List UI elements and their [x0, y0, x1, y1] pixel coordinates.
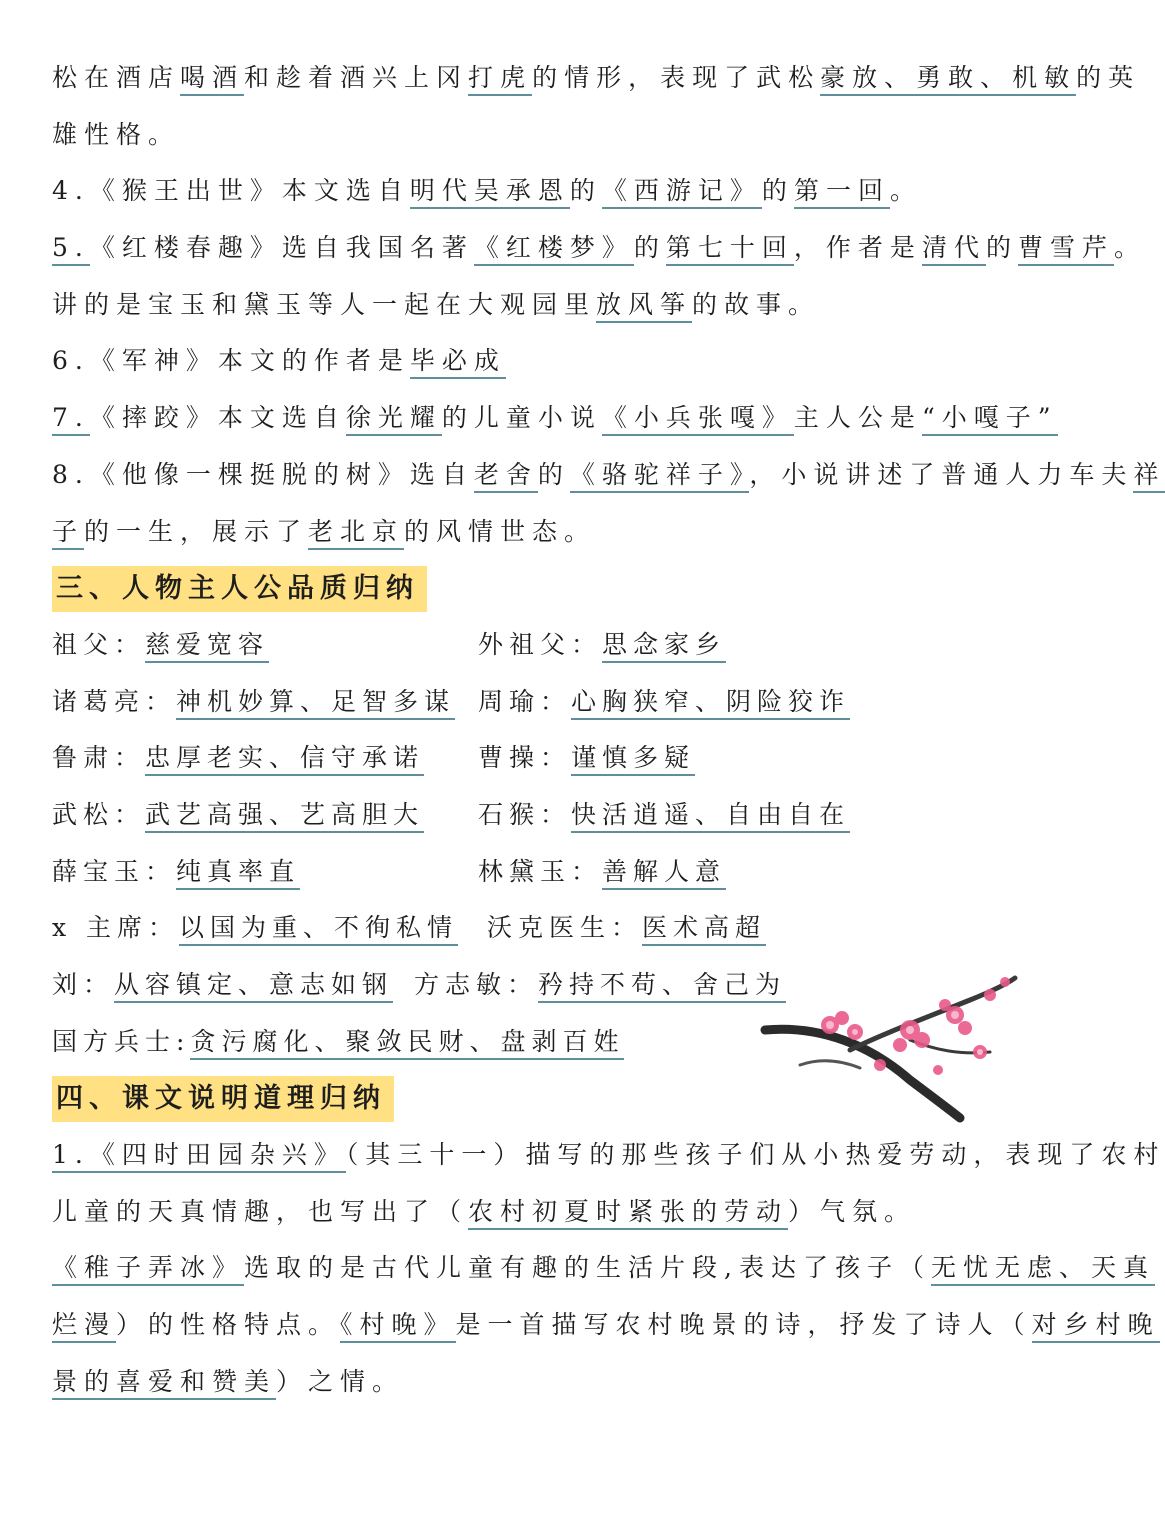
character-name: 刘： — [52, 970, 115, 999]
text: ，小说讲述了普通人力车夫 — [749, 459, 1134, 489]
answer: 《骆驼祥子》 — [570, 460, 750, 493]
character-name: 薛宝玉： — [52, 856, 177, 886]
item-4 — [52, 163, 1042, 220]
character-name: 武松： — [52, 799, 146, 829]
character-name: 祖父： — [52, 629, 146, 659]
character-quality: 贪污腐化、聚敛民财、盘剥百姓 — [190, 1027, 624, 1060]
answer: 吴承恩 — [474, 176, 570, 209]
character-row — [52, 844, 1042, 901]
text: （其三十一）描写的那些孩子们从小热爱劳动，表现了农村 — [345, 1140, 1165, 1170]
answer: 放风筝 — [596, 290, 692, 323]
item-8 — [52, 447, 1165, 504]
text: ，作者是 — [793, 233, 922, 263]
text: 的风情世态。 — [404, 516, 597, 546]
character-name: 外祖父： — [478, 629, 603, 659]
text: 的 — [569, 176, 602, 206]
answer: 农村初夏时紧张的劳动 — [468, 1197, 788, 1230]
answer: 老舍 — [474, 460, 538, 493]
answer: 《小兵张嘎》 — [602, 403, 794, 436]
text: 的情形，表现了武松 — [532, 63, 821, 92]
character-quality: 谨慎多疑 — [571, 743, 695, 776]
text-line — [52, 1354, 1042, 1411]
answer: 喝酒 — [180, 63, 244, 96]
character-quality: 神机妙算、足智多谋 — [176, 687, 455, 720]
text: 的 — [761, 176, 794, 206]
character-quality: 思念家乡 — [602, 630, 726, 663]
answer: 清代 — [922, 233, 986, 266]
character-name: 诸葛亮： — [52, 686, 177, 716]
answer: 《四时田园杂兴》 — [90, 1140, 346, 1173]
plum-blossom-branch-icon — [760, 970, 1030, 1120]
character-name: 沃克医生： — [487, 913, 643, 943]
character-name: 石猴： — [478, 799, 572, 829]
text-line — [52, 277, 1042, 334]
answer: 豪放、勇敢、机敏 — [820, 63, 1076, 96]
text: 的 — [985, 233, 1018, 263]
text: ）的性格特点。 — [116, 1310, 341, 1340]
answer: 第一回 — [794, 176, 890, 209]
text: 6.《军神》本文的作者是 — [52, 346, 410, 376]
character-quality: 矜持不苟、舍己为 — [538, 970, 786, 1003]
text: 和趁着酒兴上冈 — [244, 63, 469, 92]
character-quality: 从容镇定、意志如钢 — [114, 970, 393, 1003]
section-3-heading-row — [52, 560, 1042, 617]
answer: 《稚子弄冰》 — [52, 1253, 244, 1286]
item-6 — [52, 333, 1042, 390]
text: 主人公是 — [793, 403, 922, 433]
text: 的一生，展示了 — [84, 516, 309, 546]
text: 。 — [1113, 233, 1146, 263]
character-row — [52, 787, 1042, 844]
character-quality: 快活逍遥、自由自在 — [571, 800, 850, 833]
text: 的英 — [1076, 63, 1141, 92]
item-7 — [52, 390, 1058, 447]
text: 讲的是宝玉和黛玉等人一起在大观园里 — [52, 289, 597, 319]
answer: 《红楼梦》 — [474, 233, 634, 266]
answer: 7. — [52, 403, 90, 436]
text: 的儿童小说 — [441, 403, 602, 433]
answer: 老北京 — [308, 517, 404, 550]
section-heading: 三、人物主人公品质归纳 — [52, 566, 427, 612]
text: ）之情。 — [276, 1366, 405, 1396]
character-quality: 慈爱宽容 — [145, 630, 269, 663]
text-line — [52, 107, 1042, 164]
character-quality: 医术高超 — [642, 913, 766, 946]
text: 雄性格。 — [52, 119, 181, 149]
answer: 烂漫 — [52, 1310, 116, 1343]
text: 的 — [537, 459, 570, 489]
text: 《红楼春趣》选自我国名著 — [89, 233, 474, 263]
text: 。 — [889, 176, 922, 206]
character-quality: 忠厚老实、信守承诺 — [145, 743, 424, 776]
text: 是一首描写农村晚景的诗，抒发了诗人（ — [455, 1310, 1032, 1340]
character-name: 曹操： — [478, 743, 572, 773]
text-line — [52, 504, 1042, 561]
answer: 徐光耀 — [346, 403, 442, 436]
character-quality: 武艺高强、艺高胆大 — [145, 800, 424, 833]
answer: “小嘎子” — [922, 403, 1058, 436]
character-quality: 纯真率直 — [176, 857, 300, 890]
character-row — [52, 900, 1042, 957]
text-line — [52, 1240, 1155, 1297]
answer: 《西游记》 — [602, 176, 762, 209]
character-quality: 以国为重、不徇私情 — [179, 913, 458, 946]
text: 《摔跤》本文选自 — [89, 403, 346, 433]
answer: 打虎 — [468, 63, 532, 96]
text: 儿童的天真情趣，也写出了（ — [52, 1196, 469, 1226]
answer: 对乡村晚 — [1032, 1310, 1160, 1343]
answer: 毕必成 — [410, 346, 506, 379]
text: 松在酒店 — [52, 63, 181, 92]
answer: 曹雪芹 — [1018, 233, 1114, 266]
answer: 5. — [52, 233, 90, 266]
text-line — [52, 1184, 1042, 1241]
document-page — [52, 50, 1165, 1411]
text-line — [52, 1127, 1165, 1184]
character-name: 方志敏： — [414, 970, 539, 999]
text: 4.《猴王出世》本文选自 — [52, 176, 410, 206]
text: 的故事。 — [692, 289, 821, 319]
text-line — [52, 1297, 1160, 1354]
answer: 1. — [52, 1140, 90, 1173]
answer: 《村晚》 — [340, 1310, 456, 1343]
character-quality: 心胸狭窄、阴险狡诈 — [571, 687, 850, 720]
character-row — [52, 730, 1042, 787]
character-name: x 主席： — [52, 913, 180, 943]
answer: 子 — [52, 517, 84, 550]
character-name: 周瑜： — [478, 686, 572, 716]
text: 的 — [633, 233, 666, 263]
answer: 无忧无虑、天真 — [931, 1253, 1155, 1286]
answer: 景的喜爱和赞美 — [52, 1367, 276, 1400]
text: 8.《他像一棵挺脱的树》选自 — [52, 459, 474, 489]
text: ）气氛。 — [788, 1196, 917, 1226]
character-name: 国方兵士: — [52, 1026, 191, 1056]
answer: 明代 — [410, 176, 474, 209]
text-line — [52, 50, 1141, 107]
character-row — [52, 674, 1042, 731]
character-quality: 善解人意 — [602, 857, 726, 890]
character-name: 林黛玉： — [478, 856, 603, 886]
answer: 第七十回 — [666, 233, 794, 266]
section-heading: 四、课文说明道理归纳 — [52, 1076, 394, 1122]
text: 选取的是古代儿童有趣的生活片段,表达了孩子（ — [244, 1253, 931, 1283]
answer: 祥 — [1133, 460, 1165, 493]
item-5 — [52, 220, 1146, 277]
character-row — [52, 617, 1042, 674]
character-name: 鲁肃： — [52, 743, 146, 773]
